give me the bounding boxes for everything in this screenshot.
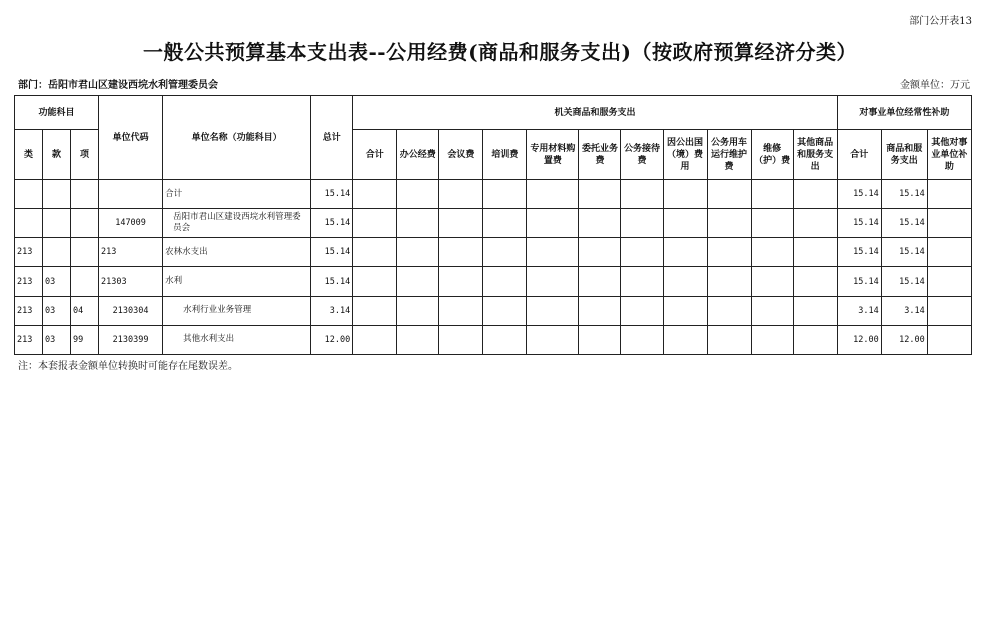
unit-code-cell: 213 [99,238,163,267]
unit-name-cell: 农林水支出 [163,238,311,267]
office-value-cell [663,267,707,296]
public-value-cell: 15.14 [881,180,927,209]
unit-code-cell: 147009 [99,209,163,238]
office-value-cell [707,325,751,354]
public-subsidy-group-header: 对事业单位经常性补助 [837,96,971,130]
kuan-cell: 03 [43,296,71,325]
public-value-cell: 15.14 [837,238,881,267]
office-value-cell [793,209,837,238]
office-value-cell [353,296,397,325]
table-row [15,296,972,325]
unit-name-cell: 水利行业业务管理 [163,296,311,325]
xiang-cell: 04 [71,296,99,325]
public-value-cell: 15.14 [881,238,927,267]
office-value-cell [793,180,837,209]
unit-name-cell: 合计 [163,180,311,209]
office-col-header: 其他商品和服务支出 [793,130,837,180]
public-value-cell: 3.14 [881,296,927,325]
office-value-cell [663,238,707,267]
public-value-cell [927,325,971,354]
office-value-cell [527,238,579,267]
office-value-cell [579,296,621,325]
office-value-cell [579,238,621,267]
office-value-cell [707,238,751,267]
total-cell: 15.14 [311,267,353,296]
lei-cell [15,209,43,238]
unit-name-header: 单位名称（功能科目） [163,96,311,180]
public-col-header: 合计 [837,130,881,180]
office-value-cell [793,267,837,296]
total-cell: 15.14 [311,238,353,267]
lei-header: 类 [15,130,43,180]
xiang-cell [71,267,99,296]
lei-cell [15,180,43,209]
kuan-cell [43,180,71,209]
office-col-header: 维修（护）费 [751,130,793,180]
table-row [15,238,972,267]
kuan-cell [43,209,71,238]
office-col-header: 会议费 [439,130,483,180]
xiang-cell [71,238,99,267]
office-value-cell [439,325,483,354]
office-value-cell [793,325,837,354]
office-value-cell [621,296,663,325]
office-col-header: 因公出国（境）费用 [663,130,707,180]
total-header: 总计 [311,96,353,180]
office-value-cell [353,209,397,238]
office-value-cell [483,238,527,267]
office-value-cell [439,209,483,238]
public-value-cell: 15.14 [881,267,927,296]
public-value-cell: 12.00 [881,325,927,354]
office-expense-group-header: 机关商品和服务支出 [353,96,837,130]
xiang-cell [71,180,99,209]
office-value-cell [397,180,439,209]
office-value-cell [751,238,793,267]
public-value-cell [927,209,971,238]
public-value-cell: 12.00 [837,325,881,354]
office-value-cell [483,267,527,296]
office-value-cell [397,325,439,354]
unit-code-header: 单位代码 [99,96,163,180]
lei-cell: 213 [15,238,43,267]
lei-cell: 213 [15,296,43,325]
office-value-cell [439,238,483,267]
office-col-header: 专用材料购置费 [527,130,579,180]
kuan-cell [43,238,71,267]
table-row [15,180,972,209]
table-row [15,209,972,238]
public-value-cell: 3.14 [837,296,881,325]
office-value-cell [663,209,707,238]
office-value-cell [707,296,751,325]
office-col-header: 委托业务费 [579,130,621,180]
unit-code-cell: 2130399 [99,325,163,354]
office-value-cell [751,180,793,209]
unit-code-cell: 2130304 [99,296,163,325]
office-value-cell [579,180,621,209]
office-value-cell [397,209,439,238]
lei-cell: 213 [15,325,43,354]
office-value-cell [621,325,663,354]
office-value-cell [663,180,707,209]
office-value-cell [483,180,527,209]
office-col-header: 公务接待费 [621,130,663,180]
office-value-cell [751,325,793,354]
public-col-header: 其他对事业单位补助 [927,130,971,180]
unit-name-cell: 岳阳市君山区建设西垸水利管理委员会 [163,209,311,238]
office-value-cell [439,296,483,325]
budget-table [14,95,972,355]
total-cell: 15.14 [311,180,353,209]
office-value-cell [527,209,579,238]
public-col-header: 商品和服务支出 [881,130,927,180]
public-value-cell [927,238,971,267]
table-row [15,267,972,296]
office-value-cell [579,325,621,354]
office-col-header: 公务用车运行维护费 [707,130,751,180]
office-value-cell [707,209,751,238]
total-cell: 15.14 [311,209,353,238]
kuan-header: 款 [43,130,71,180]
office-value-cell [707,180,751,209]
lei-cell: 213 [15,267,43,296]
office-value-cell [439,180,483,209]
office-value-cell [793,296,837,325]
unit-name-cell: 其他水利支出 [163,325,311,354]
public-value-cell: 15.14 [837,267,881,296]
footnote: 注：本套报表金额单位转换时可能存在尾数误差。 [18,361,238,372]
public-value-cell: 15.14 [837,209,881,238]
office-col-header: 培训费 [483,130,527,180]
unit-code-cell: 21303 [99,267,163,296]
currency-unit-label: 金额单位：万元 [900,80,970,91]
office-value-cell [663,296,707,325]
unit-name-cell: 水利 [163,267,311,296]
xiang-cell: 99 [71,325,99,354]
office-value-cell [397,267,439,296]
office-value-cell [751,267,793,296]
office-value-cell [483,325,527,354]
office-value-cell [483,296,527,325]
office-value-cell [621,209,663,238]
office-value-cell [527,267,579,296]
office-col-header: 办公经费 [397,130,439,180]
office-value-cell [527,180,579,209]
form-number: 部门公开表13 [909,16,972,27]
office-value-cell [397,296,439,325]
total-cell: 3.14 [311,296,353,325]
office-value-cell [439,267,483,296]
department-label: 部门：岳阳市君山区建设西垸水利管理委员会 [18,80,218,91]
office-value-cell [353,325,397,354]
office-value-cell [663,325,707,354]
func-subject-header: 功能科目 [15,96,99,130]
office-value-cell [579,267,621,296]
office-value-cell [751,296,793,325]
office-value-cell [397,238,439,267]
unit-code-cell [99,180,163,209]
office-value-cell [579,209,621,238]
office-value-cell [793,238,837,267]
public-value-cell: 15.14 [837,180,881,209]
office-value-cell [621,267,663,296]
office-value-cell [353,267,397,296]
office-value-cell [527,296,579,325]
kuan-cell: 03 [43,325,71,354]
total-cell: 12.00 [311,325,353,354]
office-col-header: 合计 [353,130,397,180]
office-value-cell [483,209,527,238]
office-value-cell [621,238,663,267]
office-value-cell [353,180,397,209]
xiang-cell [71,209,99,238]
public-value-cell [927,296,971,325]
office-value-cell [527,325,579,354]
office-value-cell [751,209,793,238]
public-value-cell: 15.14 [881,209,927,238]
table-row [15,325,972,354]
public-value-cell [927,180,971,209]
kuan-cell: 03 [43,267,71,296]
page-title: 一般公共预算基本支出表--公用经费(商品和服务支出)（按政府预算经济分类） [142,40,858,64]
xiang-header: 项 [71,130,99,180]
office-value-cell [707,267,751,296]
office-value-cell [353,238,397,267]
office-value-cell [621,180,663,209]
public-value-cell [927,267,971,296]
